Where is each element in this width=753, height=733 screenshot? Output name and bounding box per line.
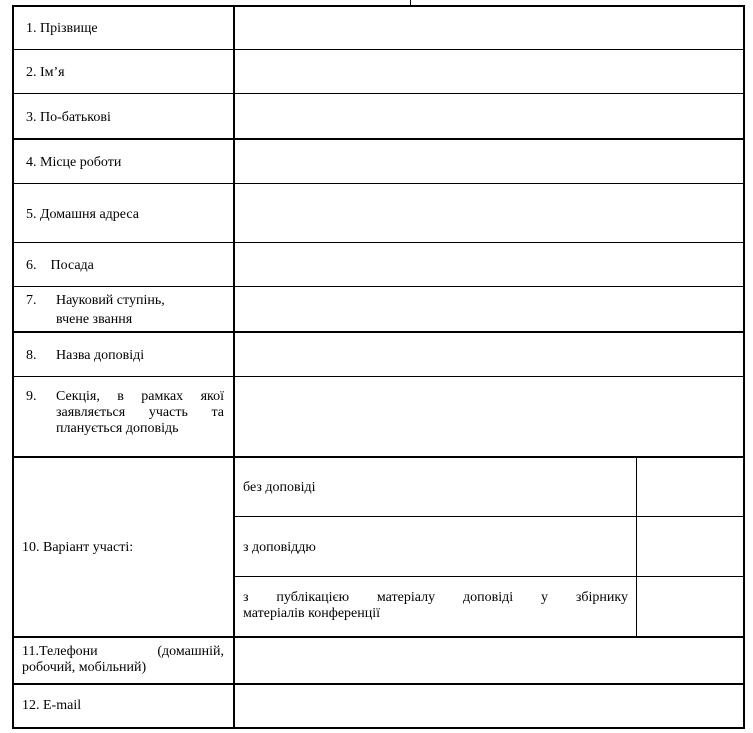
field-patronymic[interactable] — [236, 94, 742, 138]
label-degree-line-1: Науковий ступінь, — [56, 293, 165, 308]
label-first-name: 2. Ім’я — [26, 65, 65, 80]
label-section-line-2: заявляється участь та — [56, 405, 224, 420]
label-email: 12. E-mail — [22, 698, 82, 713]
table-border-right — [743, 5, 745, 729]
field-position[interactable] — [236, 243, 742, 286]
checkbox-with-publication[interactable] — [638, 577, 742, 636]
field-report-title[interactable] — [236, 333, 742, 376]
option-with-publication-line-1: з публікацією матеріалу доповіді у збірнику — [243, 590, 628, 605]
field-first-name[interactable] — [236, 50, 742, 93]
label-section-line-3: планується доповідь — [56, 421, 179, 436]
field-surname[interactable] — [236, 7, 742, 49]
field-workplace[interactable] — [236, 140, 742, 183]
checkbox-no-report[interactable] — [638, 458, 742, 516]
checkbox-column-divider — [636, 457, 637, 637]
label-section-line-1: Секція, в рамках якої — [56, 389, 224, 404]
label-report-title-number: 8. — [26, 348, 37, 363]
label-surname: 1. Прізвище — [26, 21, 98, 36]
column-divider — [233, 5, 235, 729]
field-section[interactable] — [236, 377, 742, 456]
label-participation-variant: 10. Варіант участі: — [22, 540, 134, 555]
label-degree-line-2: вчене звання — [56, 312, 133, 327]
checkbox-with-report[interactable] — [638, 517, 742, 576]
label-position: 6. Посада — [26, 258, 94, 273]
label-section-number: 9. — [26, 389, 37, 404]
option-with-publication — [243, 590, 628, 622]
field-email[interactable] — [236, 685, 742, 727]
table-border-bottom — [12, 727, 745, 729]
label-report-title-text: Назва доповіді — [56, 348, 145, 363]
label-patronymic: 3. По-батькові — [26, 110, 111, 125]
label-phones-line-2: робочий, мобільний) — [22, 660, 147, 675]
table-border-left — [12, 5, 14, 729]
option-with-report: з доповіддю — [243, 540, 316, 555]
option-with-publication-line-2: матеріалів конференції — [243, 606, 381, 621]
option-no-report: без доповіді — [243, 480, 316, 495]
field-phones[interactable] — [236, 638, 742, 683]
label-home-address: 5. Домашня адреса — [26, 207, 139, 222]
label-phones — [22, 644, 224, 676]
field-home-address[interactable] — [236, 184, 742, 242]
label-degree-number: 7. — [26, 293, 37, 308]
label-section-text — [56, 389, 224, 437]
field-degree[interactable] — [236, 287, 742, 331]
label-phones-line-1: 11.Телефони (домашній, — [22, 644, 224, 659]
label-workplace: 4. Місце роботи — [26, 155, 122, 170]
